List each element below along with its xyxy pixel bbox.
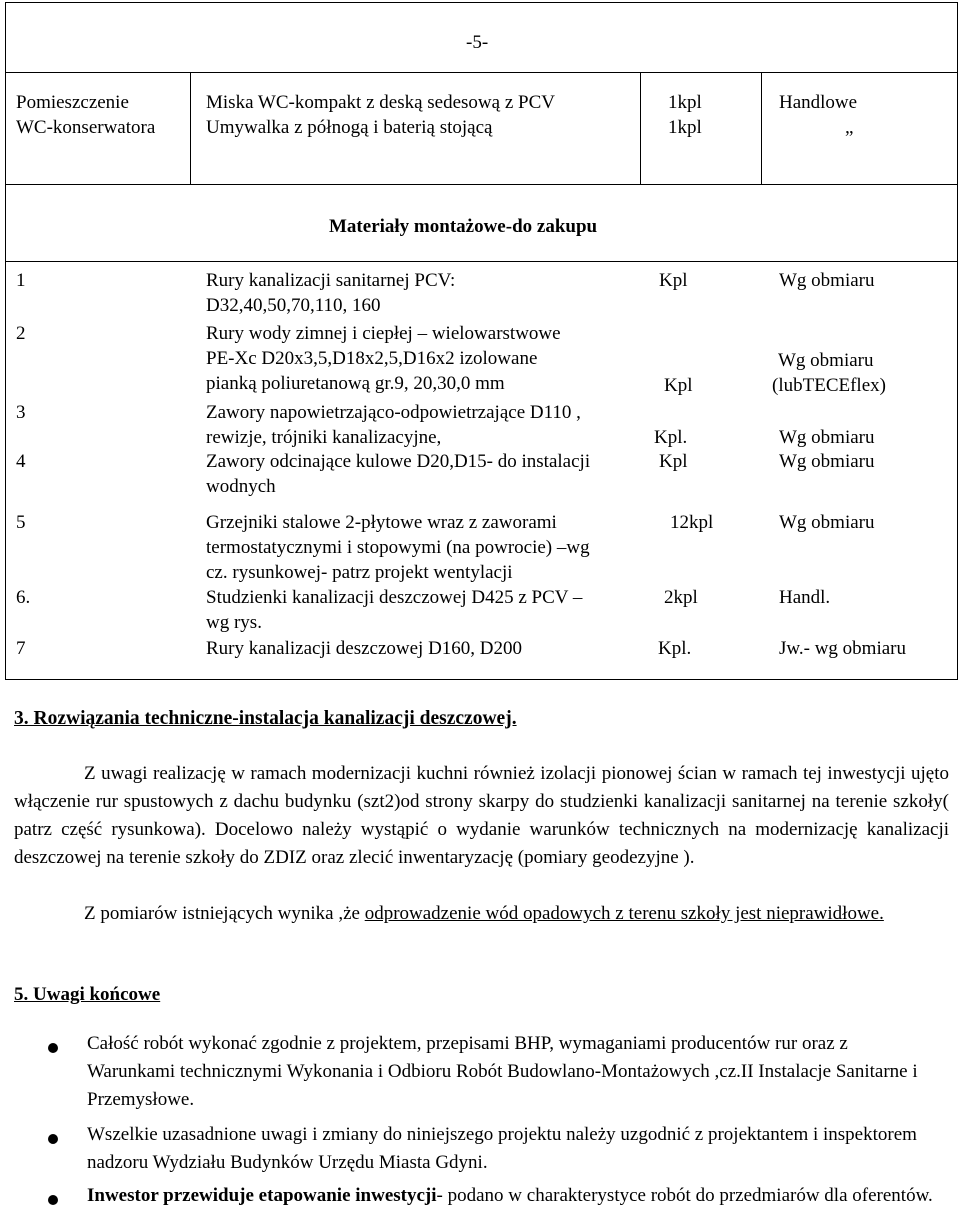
bullet-icon [48,1043,58,1053]
section-paragraph [14,900,949,928]
row-description: PE-Xc D20x3,5,D18x2,5,D16x2 izolowane [206,348,538,369]
room-type: Handlowe [779,92,858,113]
row-description: cz. rysunkowej- patrz projekt wentylacji [206,562,513,583]
bullet-text: Całość robót wykonać zgodnie z projektem, przepisami BHP, wymaganiami producentów rur oraz z Warunkami technicznymi Wykonania i Odbioru Robót Budowlano-Montażowych ,cz.II Instalacje Sanitarne i Przemysłowe. [87,1033,918,1110]
row-number: 4 [16,451,26,472]
row-note: (lubTECEflex) [772,375,886,396]
table-divider [5,72,958,73]
row-note: Wg obmiaru [778,350,874,371]
row-qty: Kpl. [658,638,692,659]
row-description: Zawory odcinające kulowe D20,D15- do instalacji [206,451,591,472]
paragraph-underlined-text: odprowadzenie wód opadowych z terenu szkoły jest nieprawidłowe. [364,903,884,924]
row-number: 7 [16,638,26,659]
bullet-text: - podano w charakterystyce robót do przedmiarów dla oferentów. [436,1185,933,1206]
table-divider [5,261,958,262]
room-type: „ [845,117,854,138]
row-note: Jw.- wg obmiaru [779,638,906,659]
table-divider [190,72,191,184]
room-item: Miska WC-kompakt z deską sedesową z PCV [206,92,555,113]
room-qty: 1kpl [668,92,702,113]
row-note: Handl. [779,587,831,608]
row-qty: Kpl. [654,427,688,448]
row-description: rewizje, trójniki kanalizacyjne, [206,427,442,448]
room-name: WC-konserwatora [16,117,156,138]
row-description: Studzienki kanalizacji deszczowej D425 z PCV – [206,587,583,608]
row-description: pianką poliuretanową gr.9, 20,30,0 mm [206,373,505,394]
row-description: wodnych [206,476,276,497]
page-number: -5- [466,32,489,53]
row-qty: 12kpl [670,512,714,533]
row-number: 1 [16,270,26,291]
table-divider [761,72,762,184]
row-number: 6. [16,587,31,608]
table-divider [5,184,958,185]
bullet-icon [48,1134,58,1144]
bullet-item [87,1121,937,1177]
room-name: Pomieszczenie [16,92,129,113]
row-description: wg rys. [206,612,262,633]
row-description: Zawory napowietrzająco-odpowietrzające D110 , [206,402,581,423]
materials-header: Materiały montażowe-do zakupu [329,216,598,237]
row-note: Wg obmiaru [779,512,875,533]
bullet-item [87,1182,937,1210]
row-note: Wg obmiaru [779,451,875,472]
room-qty: 1kpl [668,117,702,138]
row-number: 3 [16,402,26,423]
table-divider [640,72,641,184]
row-qty: Kpl [659,451,688,472]
paragraph-text: Z pomiarów istniejących wynika ,że [84,903,365,924]
bullet-bold-text: Inwestor przewiduje etapowanie inwestycji [87,1185,437,1206]
row-description: termostatycznymi i stopowymi (na powrocie) –wg [206,537,590,558]
section-heading: 3. Rozwiązania techniczne-instalacja kanalizacji deszczowej. [14,708,517,729]
row-description: D32,40,50,70,110, 160 [206,295,381,316]
bullet-item [87,1030,937,1114]
section-heading: 5. Uwagi końcowe [14,984,161,1005]
section-paragraph: Z uwagi realizację w ramach modernizacji kuchni również izolacji pionowej ścian w ramach tej inwestycji ujęto włączenie rur spustowych z dachu budynku (szt2)od strony skarpy do studzienki kanalizacji sanitarnej na terenie szkoły( patrz część rysunkowa). Docelowo należy wystąpić o wydanie warunków technicznych na modernizację kanalizacji deszczowej na terenie szkoły do ZDIZ oraz zlecić inwentaryzację (pomiary geodezyjne ). [14,763,949,868]
bullet-icon [48,1195,58,1205]
row-note: Wg obmiaru [779,427,875,448]
row-description: Rury wody zimnej i ciepłej – wielowarstwowe [206,323,561,344]
row-note: Wg obmiaru [779,270,875,291]
row-qty: 2kpl [664,587,698,608]
row-qty: Kpl [659,270,688,291]
row-description: Rury kanalizacji deszczowej D160, D200 [206,638,523,659]
room-item: Umywalka z półnogą i baterią stojącą [206,117,493,138]
row-description: Rury kanalizacji sanitarnej PCV: [206,270,456,291]
row-qty: Kpl [664,375,693,396]
row-number: 2 [16,323,26,344]
row-number: 5 [16,512,26,533]
row-description: Grzejniki stalowe 2-płytowe wraz z zaworami [206,512,557,533]
bullet-text: Wszelkie uzasadnione uwagi i zmiany do niniejszego projektu należy uzgodnić z projektantem i inspektorem nadzoru Wydziału Budynków Urzędu Miasta Gdyni. [87,1124,917,1173]
